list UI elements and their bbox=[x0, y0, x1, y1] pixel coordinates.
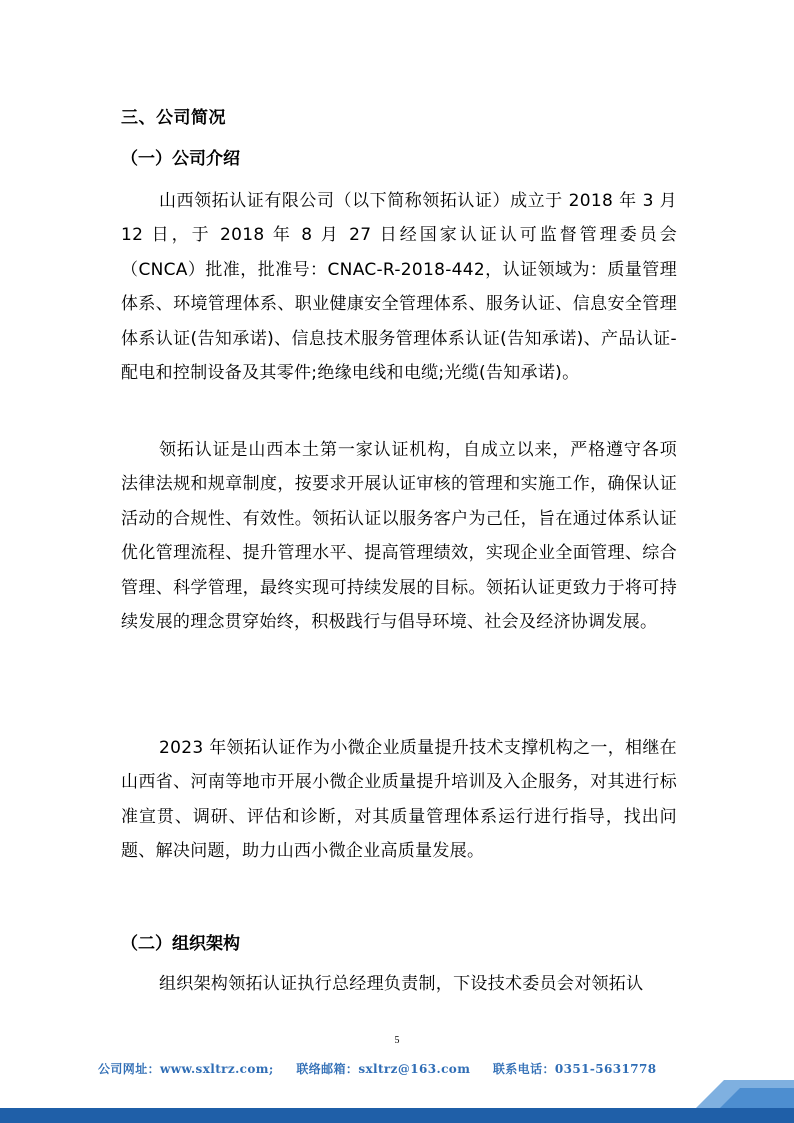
footer-accent-stripe bbox=[696, 1080, 794, 1108]
section-title: 三、公司简况 bbox=[121, 108, 226, 128]
paragraph-org-structure: 组织架构领拓认证执行总经理负责制，下设技术委员会对领拓认 bbox=[159, 974, 644, 994]
page-number: 5 bbox=[394, 1035, 400, 1046]
footer-contact bbox=[98, 1060, 675, 1077]
paragraph-company-mission: 领拓认证是山西本土第一家认证机构，自成立以来，严格遵守各项法律法规和规章制度，按要求开展认证审核的管理和实施工作，确保认证活动的合规性、有效性。领拓认证以服务客户为己任，旨在通过体系认证优化管理流程、提升管理水平、提高管理绩效，实现企业全面管理、综合管理、科学管理，最终实现可持续发展的目标。领拓认证更致力于将可持续发展的理念贯穿始终，积极践行与倡导环境、社会及经济协调发展。 bbox=[121, 440, 677, 633]
footer-phone: 联系电话：0351-5631778 bbox=[492, 1062, 657, 1076]
paragraph-2023-activities: 2023 年领拓认证作为小微企业质量提升技术支撑机构之一，相继在山西省、河南等地市开展小微企业质量提升培训及入企服务，对其进行标准宣贯、调研、评估和诊断，对其质量管理体系运行进行指导，找出问题、解决问题，助力山西小微企业高质量发展。 bbox=[121, 738, 677, 862]
footer-email: 联络邮箱：sxltrz@163.com bbox=[296, 1062, 471, 1076]
subsection-title-company-intro: （一）公司介绍 bbox=[121, 149, 240, 169]
footer-blue-bar bbox=[0, 1108, 794, 1123]
paragraph-company-establishment: 山西领拓认证有限公司（以下简称领拓认证）成立于 2018 年 3 月 12 日，于 2018 年 8 月 27 日经国家认证认可监督管理委员会（CNCA）批准，批准号：CNAC-R-2018-442，认证领域为：质量管理体系、环境管理体系、职业健康安全管理体系、服务认证、信息安全管理体系认证(告知承诺)、信息技术服务管理体系认证(告知承诺)、产品认证-配电和控制设备及其零件;绝缘电线和电缆;光缆(告知承诺)。 bbox=[121, 191, 677, 384]
subsection-title-org-structure: （二）组织架构 bbox=[121, 934, 240, 954]
footer-website: 公司网址：www.sxltrz.com; bbox=[98, 1062, 274, 1076]
